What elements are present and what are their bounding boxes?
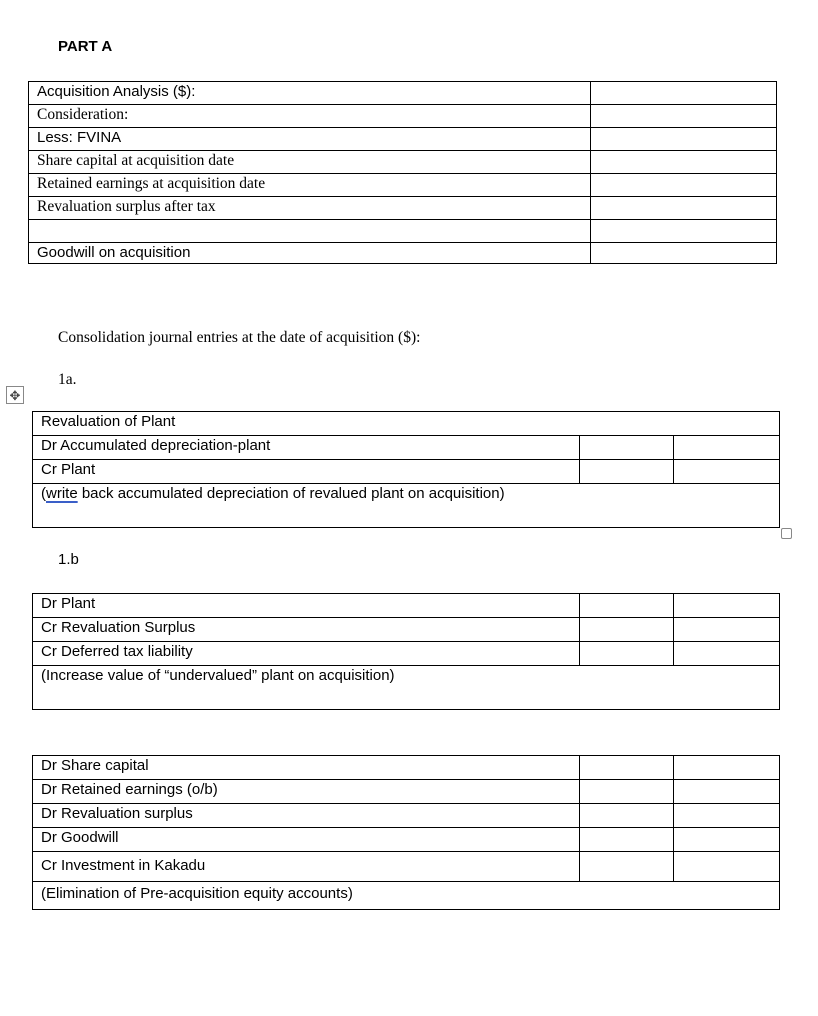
entry-narration-1a [33, 484, 780, 528]
entry-narration-elimination: (Elimination of Pre-acquisition equity accounts) [33, 882, 780, 910]
entry-cr-deferred-tax: Cr Deferred tax liability [33, 642, 580, 666]
debit-cell[interactable] [580, 756, 674, 780]
narration-rest: back accumulated depreciation of revalued plant on acquisition) [77, 485, 505, 502]
debit-cell[interactable] [580, 828, 674, 852]
journal-table-1b [32, 593, 780, 710]
credit-cell[interactable] [674, 804, 780, 828]
debit-cell[interactable] [580, 594, 674, 618]
credit-cell[interactable] [674, 460, 780, 484]
amount-cell[interactable] [591, 151, 777, 174]
credit-cell[interactable] [674, 828, 780, 852]
credit-cell[interactable] [674, 618, 780, 642]
journal-heading: Consolidation journal entries at the date of acquisition ($): [58, 329, 421, 346]
entry-dr-retained-earnings: Dr Retained earnings (o/b) [33, 780, 580, 804]
entry-narration-1b: (Increase value of “undervalued” plant on acquisition) [33, 666, 780, 710]
credit-cell[interactable] [674, 436, 780, 460]
debit-cell[interactable] [580, 852, 674, 882]
narration-open: ( [41, 485, 46, 502]
debit-cell[interactable] [580, 642, 674, 666]
entry-dr-plant: Dr Plant [33, 594, 580, 618]
spelling-underlined-word: write [46, 485, 78, 502]
credit-cell[interactable] [674, 852, 780, 882]
table-resize-handle-icon[interactable] [781, 528, 792, 539]
credit-cell[interactable] [674, 642, 780, 666]
entry-cr-revaluation-surplus: Cr Revaluation Surplus [33, 618, 580, 642]
part-title: PART A [58, 38, 113, 55]
acq-row-share-capital: Share capital at acquisition date [29, 151, 591, 174]
entry-dr-revaluation-surplus: Dr Revaluation surplus [33, 804, 580, 828]
amount-cell[interactable] [591, 174, 777, 197]
debit-cell[interactable] [580, 804, 674, 828]
amount-cell[interactable] [591, 220, 777, 243]
acquisition-analysis-table [28, 81, 777, 264]
credit-cell[interactable] [674, 780, 780, 804]
entry-title-revaluation: Revaluation of Plant [33, 412, 780, 436]
acq-row-less-fvina: Less: FVINA [29, 128, 591, 151]
acq-row-blank[interactable] [29, 220, 591, 243]
acq-row-revaluation-surplus: Revaluation surplus after tax [29, 197, 591, 220]
entry-dr-goodwill: Dr Goodwill [33, 828, 580, 852]
debit-cell[interactable] [580, 618, 674, 642]
amount-cell[interactable] [591, 243, 777, 264]
acq-row-goodwill: Goodwill on acquisition [29, 243, 591, 264]
amount-cell[interactable] [591, 128, 777, 151]
debit-cell[interactable] [580, 460, 674, 484]
journal-table-elimination [32, 755, 780, 910]
acq-row-retained-earnings: Retained earnings at acquisition date [29, 174, 591, 197]
label-1b: 1.b [58, 551, 79, 568]
journal-table-1a [32, 411, 780, 528]
credit-cell[interactable] [674, 756, 780, 780]
acq-row-consideration: Consideration: [29, 105, 591, 128]
amount-cell[interactable] [591, 105, 777, 128]
label-1a: 1a. [58, 371, 77, 388]
credit-cell[interactable] [674, 594, 780, 618]
table-move-handle-icon[interactable]: ✥ [6, 386, 24, 404]
debit-cell[interactable] [580, 780, 674, 804]
amount-cell[interactable] [591, 197, 777, 220]
entry-dr-acc-depreciation: Dr Accumulated depreciation-plant [33, 436, 580, 460]
entry-cr-investment: Cr Investment in Kakadu [33, 852, 580, 882]
entry-dr-share-capital: Dr Share capital [33, 756, 580, 780]
amount-cell[interactable] [591, 82, 777, 105]
acq-row-title: Acquisition Analysis ($): [29, 82, 591, 105]
debit-cell[interactable] [580, 436, 674, 460]
entry-cr-plant: Cr Plant [33, 460, 580, 484]
